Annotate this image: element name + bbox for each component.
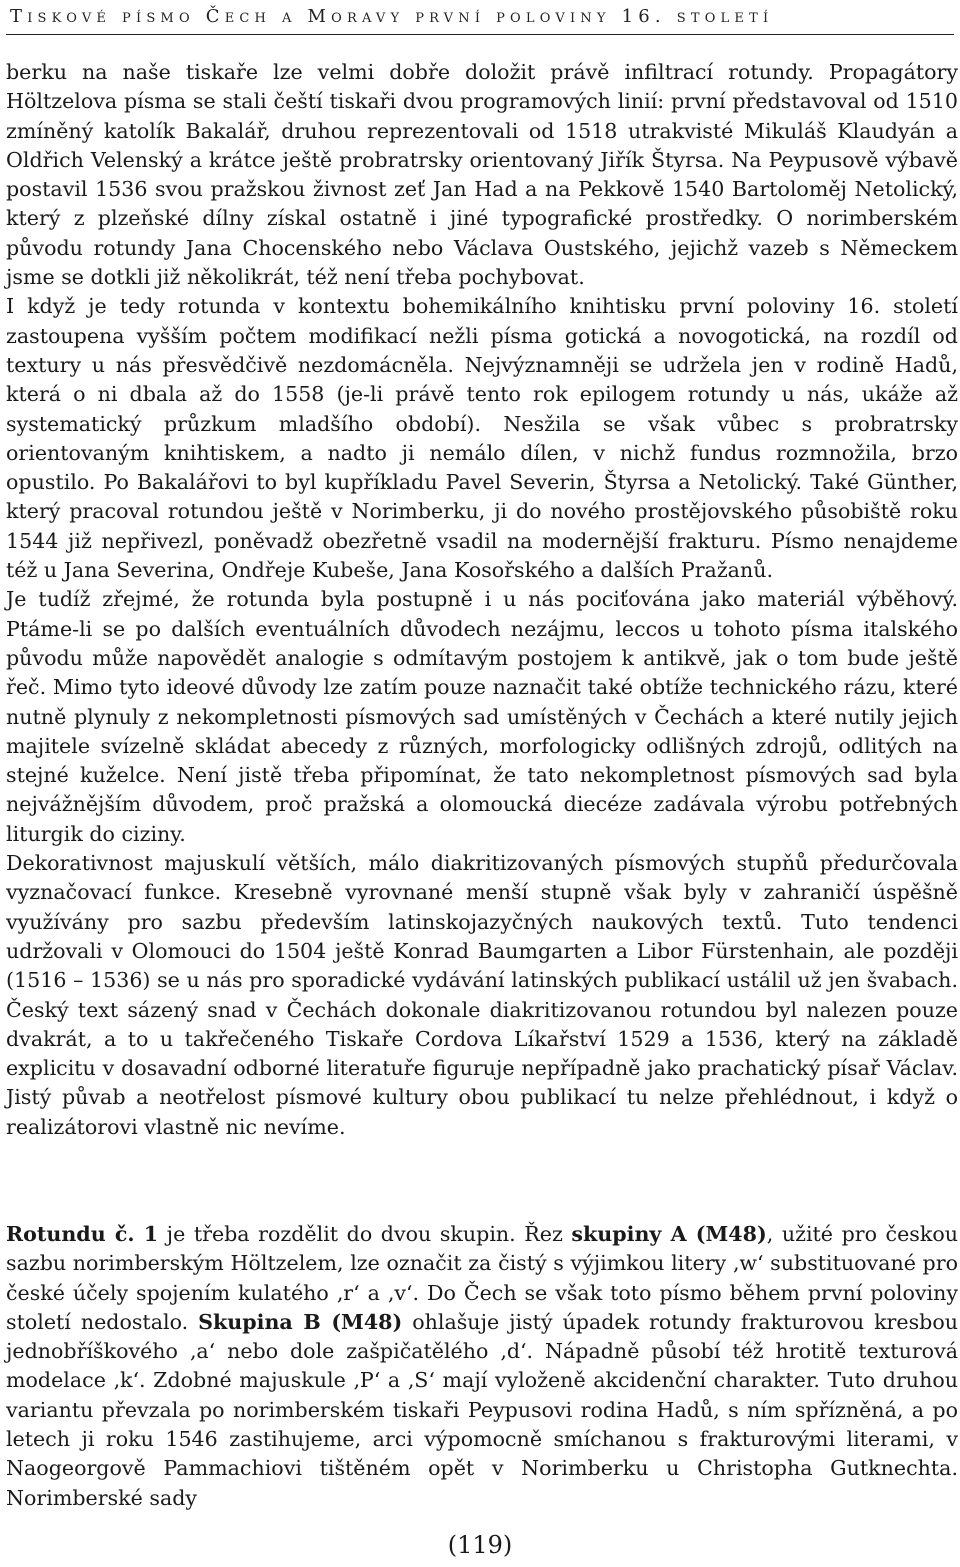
body-text: [6, 58, 958, 1513]
paragraph-4: Dekorativnost majuskulí větších, málo diakritizovaných písmových stupňů předurčovala vyznačovací funkce. Kresebně vyrovnané menší stupně však byly v zahraničí úspěšně využívány pro sazbu především latinskojazyčných naukových textů. Tuto tendenci udržovali v Olomouci do 1504 ještě Konrad Baumgarten a Libor Fürstenhain, ale později (1516 – 1536) se u nás pro sporadické vydávání latinských publikací ustálil už jen švabach. Český text sázený snad v Čechách dokonale diakritizovanou rotundou byl nalezen pouze dvakrát, a to u takřečeného Tiskaře Cordova Líkařství 1529 a 1536, který na základě explicitu v dosavadní odborné literatuře figuruje nepřípadně jako prachatický písař Václav. Jistý půvab a neotřelost písmové kultury obou publikací tu nelze přehlédnout, i když o realizátorovi vlastně nic nevíme.: [6, 851, 958, 1139]
paragraph-1: berku na naše tiskaře lze velmi dobře doložit právě infiltrací rotundy. Propagátory Höltzelova písma se stali čeští tiskaři dvou programových linií: první představoval od 1510 zmíněný katolík Bakalář, druhou reprezentovali od 1518 utrakvisté Mikuláš Klaudyán a Oldřich Velenský a krátce ještě probratrsky orientovaný Jiřík Štyrsa. Na Peypusově výbavě postavil 1536 svou pražskou živnost zeť Jan Had a na Pekkově 1540 Bartoloměj Netolický, který z plzeňské dílny získal ostatně i jiné typografické prostředky. O norimberském původu rotundy Jana Chocenského nebo Václava Oustského, jejichž vazeb s Německem jsme se dotkli již několikrát, též není třeba pochybovat.: [6, 60, 958, 290]
rotunda-text-1: je třeba rozdělit do dvou skupin. Řez: [158, 1221, 572, 1246]
section-gap: [6, 1142, 958, 1220]
paragraph-2: I když je tedy rotunda v kontextu bohemikálního knihtisku první poloviny 16. století zastoupena vyšším počtem modifikací nežli písma gotická a novogotická, na rozdíl od textury u nás přesvědčivě nezdomácněla. Nejvýznamněji se udržela jen v rodině Hadů, která o ni dbala až do 1558 (je-li právě tento rok epilogem rotundy u nás, ukáže až systematický průzkum mladšího období). Nesžila se však vůbec s probratrsky orientovaným knihtiskem, a nadto ji nemálo dílen, v nichž fundus rozmnožila, brzo opustilo. Po Bakalářovi to byl kupříkladu Pavel Severin, Štyrsa a Netolický. Také Günther, který pracoval rotundou ještě v Norimberku, ji do nového prostějovského působiště roku 1544 již nepřivezl, poněvadž obezřetně vsadil na modernější frakturu. Písmo nenajdeme též u Jana Severina, Ondřeje Kubeše, Jana Kosořského a dalších Pražanů.: [6, 294, 958, 583]
running-header-title: Tiskové písmo Čech a Moravy první poloviny 16. století: [10, 6, 774, 27]
group-a-label: skupiny A (M48): [571, 1221, 767, 1246]
group-b-label: Skupina B (M48): [198, 1309, 403, 1334]
page-number: (119): [447, 1531, 513, 1559]
rotunda-text-2: , užité pro českou sazbu norimberským Höltzelem, lze označit za čistý s výjimkou litery ‚w‘ substituované pro české účely spojením kulatého ‚r‘ a ‚v‘. Do Čech se však toto písmo během první poloviny století nedostalo.: [6, 1221, 958, 1334]
rotunda-paragraph: [6, 1220, 958, 1513]
running-header: [6, 0, 954, 35]
paragraph-3: Je tudíž zřejmé, že rotunda byla postupně i u nás pociťována jako materiál výběhový. Ptáme-li se po dalších eventuálních důvodech nezájmu, leccos u tohoto písma italského původu může napovědět analogie s odmítavým postojem k antikvě, jak o tom bude ještě řeč. Mimo tyto ideové důvody lze zatím pouze naznačit také obtíže technického rázu, které nutně plynuly z nekompletnosti písmových sad umístěných v Čechách a které nutily jejich majitele svízelně skládat abecedy z různých, morfologicky odlišných zdrojů, odlitých na stejné kuželce. Není jistě třeba připomínat, že tato nekompletnost písmových sad byla nejvážnějším důvodem, proč pražská a olomoucká diecéze zadávala výrobu potřebných liturgik do ciziny.: [6, 587, 958, 846]
rotunda-lead: Rotundu č. 1: [6, 1221, 159, 1246]
rotunda-text-3: ohlašuje jistý úpadek rotundy frakturovou kresbou jednobříškového ‚a‘ nebo dole zašpičatělého ‚d‘. Nápadně působí též hrotitě texturová modelace ‚k‘. Zdobné majuskule ‚P‘ a ‚S‘ mají vyloženě akcidenční charakter. Tuto druhou variantu převzala po norimberském tiskaři Peypusovi rodina Hadů, s ním spřízněná, a po letech ji roku 1546 zastihujeme, arci výpomocně smíchanou s frakturovými literami, v Naogeorgově Pammachiovi tištěném opět v Norimberku u Christopha Gutknechta. Norimberské sady: [6, 1309, 959, 1510]
